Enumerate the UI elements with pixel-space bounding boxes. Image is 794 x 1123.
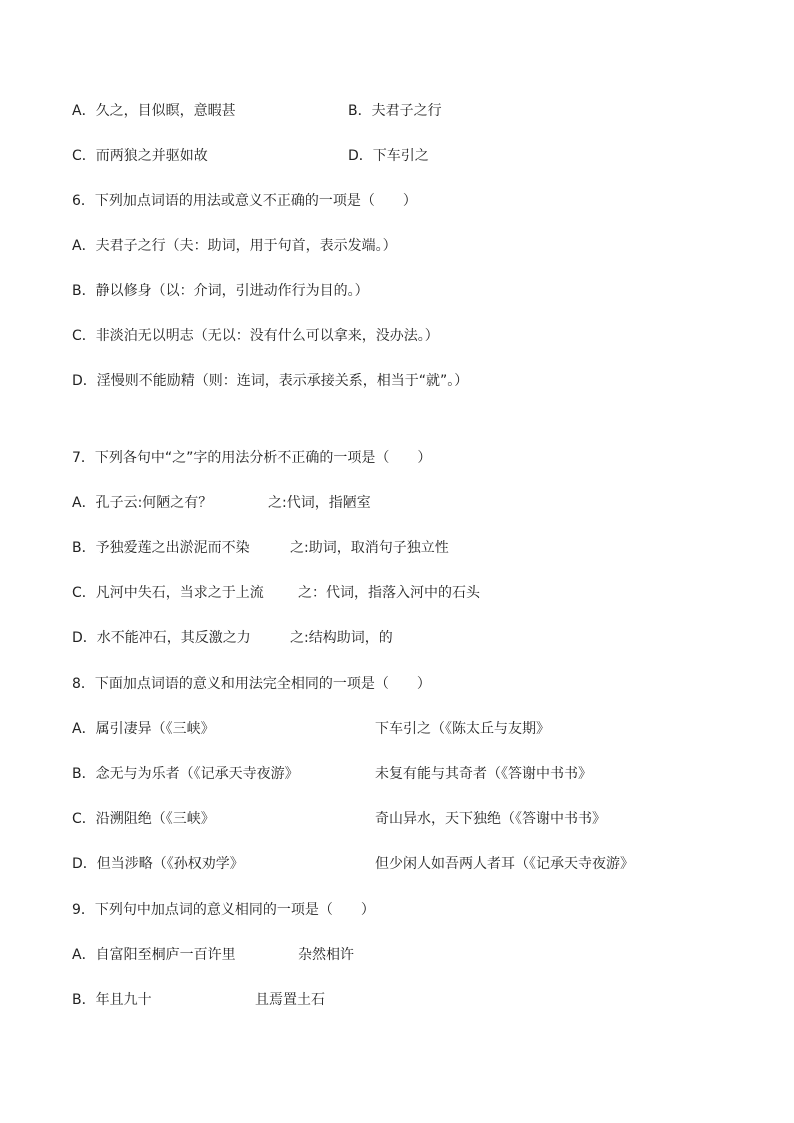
question-6-stem: 6．下列加点词语的用法或意义不正确的一项是（ ）: [72, 193, 417, 209]
option-explanation: 之:助词，取消句子独立性: [290, 540, 449, 556]
option-right: 且焉置土石: [255, 992, 325, 1008]
option-d: D．下车引之: [348, 148, 429, 164]
option-left: A．自富阳至桐庐一百许里: [72, 947, 236, 963]
question-6-option-a: A．夫君子之行（夫：助词，用于句首，表示发端。）: [72, 238, 397, 254]
option-sentence: A．孔子云:何陋之有？: [72, 495, 213, 511]
option-b: B．夫君子之行: [348, 103, 442, 119]
question-6-option-b: B．静以修身（以：介词，引进动作行为目的。）: [72, 283, 369, 299]
question-6-option-c: C．非淡泊无以明志（无以：没有什么可以拿来，没办法。）: [72, 328, 439, 344]
option-right: 未复有能与其奇者（《答谢中书书》: [375, 766, 592, 782]
option-left: A．属引凄异（《三峡》: [72, 721, 215, 737]
question-8-stem: 8．下面加点词语的意义和用法完全相同的一项是（ ）: [72, 676, 431, 692]
option-a: A．久之，目似瞑，意暇甚: [72, 103, 236, 119]
option-left: B．年且九十: [72, 992, 152, 1008]
option-sentence: C．凡河中失石，当求之于上流: [72, 585, 264, 601]
option-explanation: 之：代词，指落入河中的石头: [298, 585, 480, 601]
option-left: C．沿溯阻绝（《三峡》: [72, 811, 215, 827]
option-explanation: 之:代词，指陋室: [268, 495, 371, 511]
question-7-stem: 7．下列各句中“之”字的用法分析不正确的一项是（ ）: [72, 450, 432, 466]
option-c: C．而两狼之并驱如故: [72, 148, 208, 164]
option-left: B．念无与为乐者（《记承天寺夜游》: [72, 766, 299, 782]
option-sentence: B．予独爱莲之出淤泥而不染: [72, 540, 250, 556]
option-right: 杂然相许: [298, 947, 354, 963]
option-right: 但少闲人如吾两人者耳（《记承天寺夜游》: [375, 856, 634, 872]
question-9-stem: 9．下列句中加点词的意义相同的一项是（ ）: [72, 902, 375, 918]
option-left: D．但当涉略（《孙权劝学》: [72, 856, 244, 872]
option-sentence: D．水不能冲石，其反激之力: [72, 630, 251, 646]
option-right: 下车引之（《陈太丘与友期》: [375, 721, 550, 737]
question-6-option-d: D．淫慢则不能励精（则：连词，表示承接关系，相当于“就”。）: [72, 373, 469, 389]
option-right: 奇山异水，天下独绝（《答谢中书书》: [375, 811, 606, 827]
option-explanation: 之:结构助词，的: [290, 630, 393, 646]
